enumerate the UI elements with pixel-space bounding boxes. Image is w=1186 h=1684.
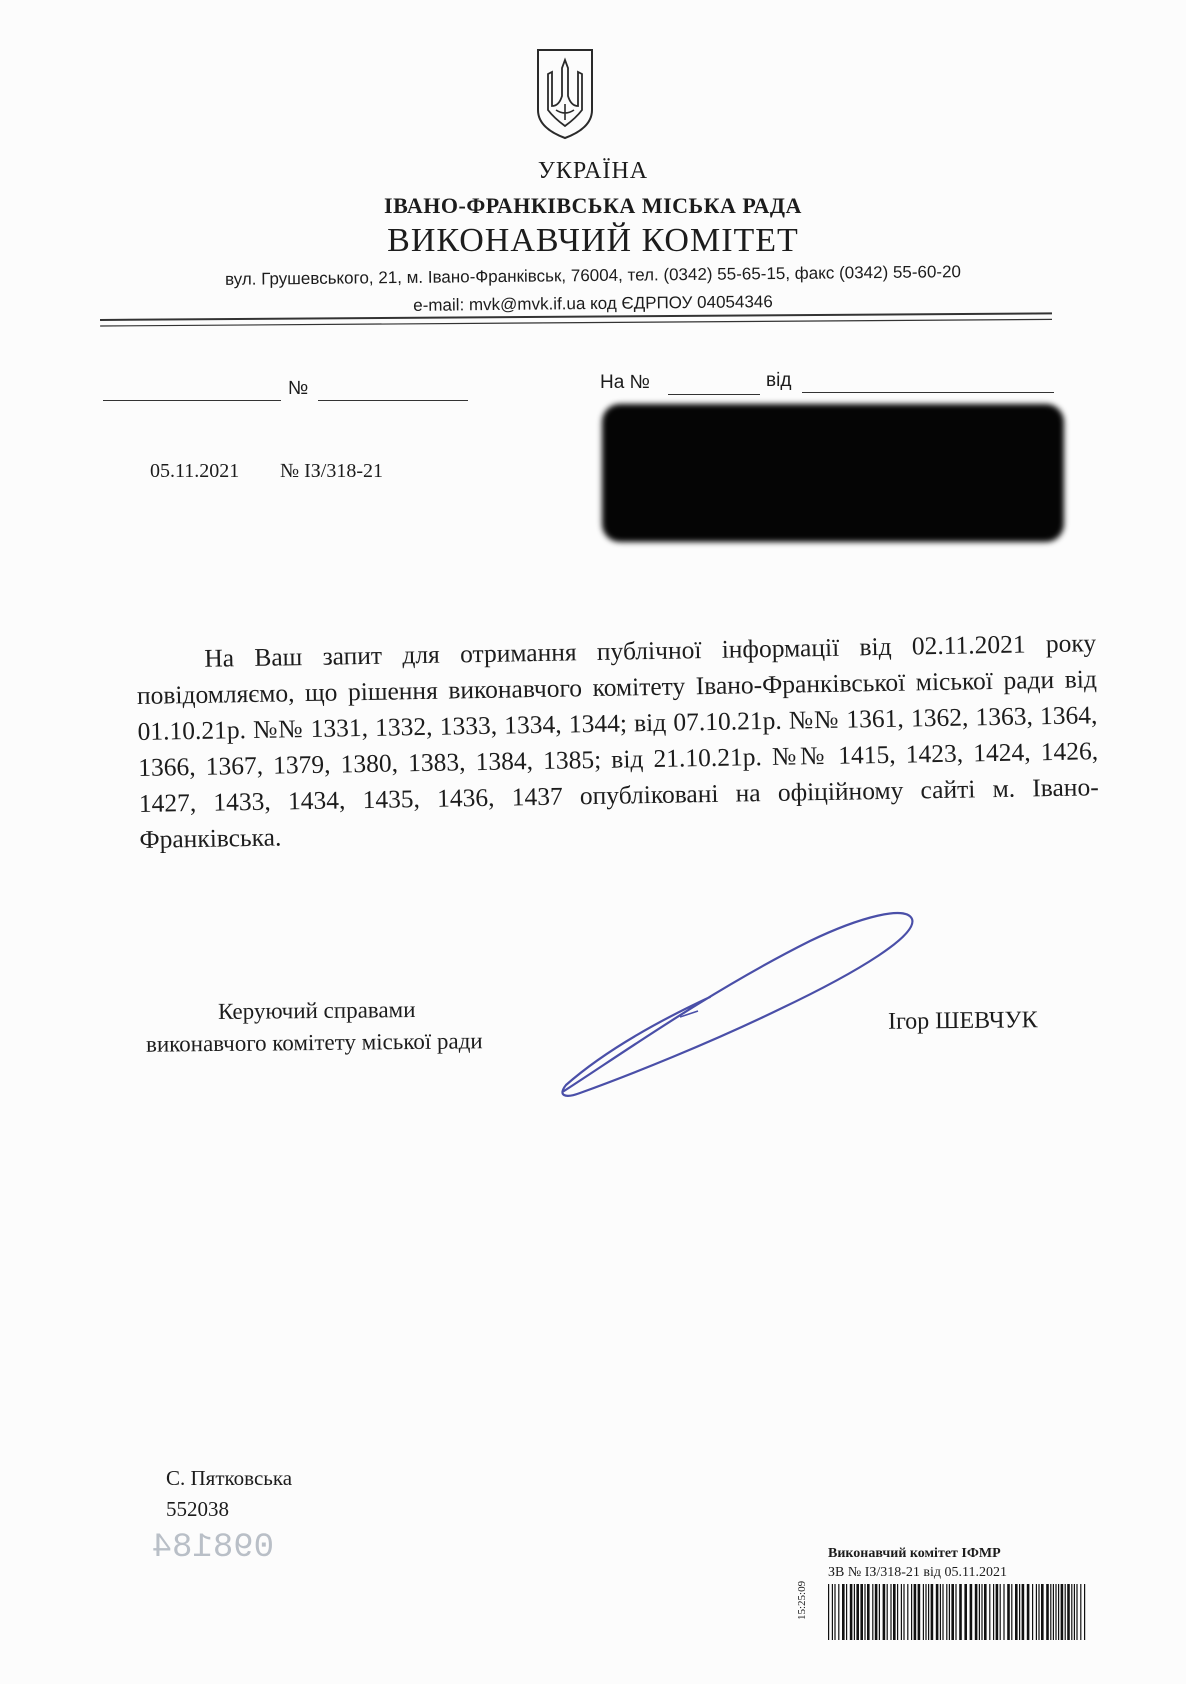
barcode-bar <box>996 1584 999 1640</box>
barcode-bar <box>1046 1584 1049 1640</box>
signer-title-line1: Керуючий справами <box>217 996 416 1025</box>
barcode-bar <box>890 1584 891 1640</box>
barcode-bar <box>970 1584 973 1640</box>
barcode-bar <box>832 1584 833 1640</box>
recipient-redaction <box>602 404 1064 542</box>
barcode-bar <box>981 1584 982 1640</box>
outgoing-date-field <box>103 382 281 401</box>
barcode-bar <box>1041 1584 1044 1640</box>
signer-name: Ігор ШЕВЧУК <box>887 1007 1038 1035</box>
barcode-bar <box>1065 1584 1066 1640</box>
letter-body: На Ваш запит для отримання публічної інформації від 02.11.2021 року повідомляємо, що рішення виконавчого комітету Івано-Франківської міської ради від 01.10.21р. №№ 1331, 1332, 1333, 1334, 1344; від 07.10.21р. №№ 1361, 1362, 1363, 1364, 1366, 1367, 1379, 1380, 1383, 1384, 1385; від 21.10.21р. №№ 1415, 1423, 1424, 1426, 1427, 1433, 1434, 1435, 1436, 1437 опубліковані на офіційному сайті м. Івано-Франківська. <box>136 628 1099 854</box>
barcode-bar <box>1027 1584 1030 1640</box>
committee-name: ВИКОНАВЧИЙ КОМІТЕТ <box>387 222 799 259</box>
barcode-bar <box>1084 1584 1085 1640</box>
barcode-bar <box>828 1584 829 1640</box>
barcode-bar <box>850 1584 853 1640</box>
barcode-bar <box>979 1584 980 1640</box>
barcode-bar <box>1067 1584 1070 1640</box>
signer-title-line2: виконавчого комітету міської ради <box>145 1028 483 1057</box>
barcode-bar <box>1050 1584 1051 1640</box>
registration-number: ЗВ № ІЗ/318-21 від 05.11.2021 <box>828 1565 1008 1580</box>
barcode-bar <box>1000 1584 1001 1640</box>
barcode-bar <box>846 1584 847 1640</box>
barcode-bar <box>955 1584 956 1640</box>
barcode-bar <box>1053 1584 1054 1640</box>
barcode-bar <box>951 1584 954 1640</box>
barcode-bar <box>1074 1584 1075 1640</box>
barcode-bar <box>949 1584 950 1640</box>
barcode-bar <box>834 1584 835 1640</box>
barcode-bar <box>1032 1584 1033 1640</box>
barcode-bar <box>860 1584 863 1640</box>
incoming-number-stamp <box>130 1522 280 1564</box>
registration-barcode <box>828 1584 1088 1640</box>
ukraine-trident-emblem-icon <box>532 46 598 142</box>
reply-number-label: На № <box>600 372 650 393</box>
barcode-bar <box>1019 1584 1020 1640</box>
barcode-bar <box>879 1584 880 1640</box>
handwritten-signature <box>560 905 920 1105</box>
barcode-bar <box>914 1584 917 1640</box>
barcode-bar <box>959 1584 962 1640</box>
barcode-bar <box>923 1584 924 1640</box>
country-name: УКРАЇНА <box>537 158 649 184</box>
reply-date-field <box>802 374 1054 393</box>
barcode-bar <box>918 1584 921 1640</box>
executor-phone: 552038 <box>166 1497 229 1521</box>
barcode-bar <box>838 1584 839 1640</box>
barcode-bar <box>1003 1584 1004 1640</box>
barcode-bar <box>883 1584 886 1640</box>
barcode-bar <box>907 1584 908 1640</box>
barcode-bar <box>989 1584 990 1640</box>
address-line: вул. Грушевського, 21, м. Івано-Франківськ, 76004, тел. (0342) 55-65-15, факс (0342) 55-60-20 <box>224 262 962 289</box>
barcode-bar <box>1011 1584 1012 1640</box>
barcode-bar <box>887 1584 888 1640</box>
registration-org: Виконавчий комітет ІФМР <box>828 1546 1001 1561</box>
reply-number-field <box>668 376 760 395</box>
reply-date-label: від <box>766 370 792 391</box>
barcode-bar <box>931 1584 934 1640</box>
barcode-bar <box>842 1584 845 1640</box>
barcode-bar <box>984 1584 987 1640</box>
council-name: ІВАНО-ФРАНКІВСЬКА МІСЬКА РАДА <box>384 193 802 218</box>
barcode-bar <box>897 1584 898 1640</box>
incoming-stamp-number: 098184 <box>151 1529 274 1564</box>
barcode-bar <box>946 1584 947 1640</box>
barcode-bar <box>875 1584 878 1640</box>
barcode-bar <box>942 1584 943 1640</box>
barcode-bar <box>1015 1584 1018 1640</box>
barcode-bar <box>864 1584 865 1640</box>
barcode-bar <box>856 1584 859 1640</box>
barcode-bar <box>964 1584 967 1640</box>
executor-name: С. Пятковська <box>166 1466 293 1490</box>
barcode-bar <box>925 1584 926 1640</box>
outgoing-number-field <box>318 382 468 401</box>
barcode-bar <box>1022 1584 1025 1640</box>
barcode-bar <box>911 1584 912 1640</box>
document-date: 05.11.2021 <box>150 460 240 482</box>
contacts-line: e-mail: mvk@mvk.if.ua код ЄДРПОУ 04054346 <box>413 292 773 315</box>
barcode-bar <box>1007 1584 1010 1640</box>
barcode-bar <box>872 1584 873 1640</box>
barcode-bar <box>975 1584 978 1640</box>
barcode-bar <box>928 1584 929 1640</box>
barcode-bar <box>1055 1584 1056 1640</box>
barcode-bar <box>1061 1584 1064 1640</box>
barcode-bar <box>1076 1584 1077 1640</box>
barcode-bar <box>867 1584 870 1640</box>
barcode-bar <box>893 1584 896 1640</box>
barcode-bar <box>993 1584 994 1640</box>
barcode-bar <box>1071 1584 1072 1640</box>
barcode-bar <box>854 1584 855 1640</box>
barcode-bar <box>1038 1584 1039 1640</box>
barcode-bar <box>1058 1584 1059 1640</box>
barcode-bar <box>1080 1584 1081 1640</box>
barcode-bar <box>1036 1584 1037 1640</box>
barcode-bar <box>936 1584 939 1640</box>
document-number: № ІЗ/318-21 <box>280 460 383 482</box>
barcode-bar <box>940 1584 941 1640</box>
registration-time: 15:25:09 <box>796 1580 808 1620</box>
outgoing-number-label: № <box>288 378 309 399</box>
barcode-bar <box>901 1584 902 1640</box>
barcode-bar <box>903 1584 904 1640</box>
